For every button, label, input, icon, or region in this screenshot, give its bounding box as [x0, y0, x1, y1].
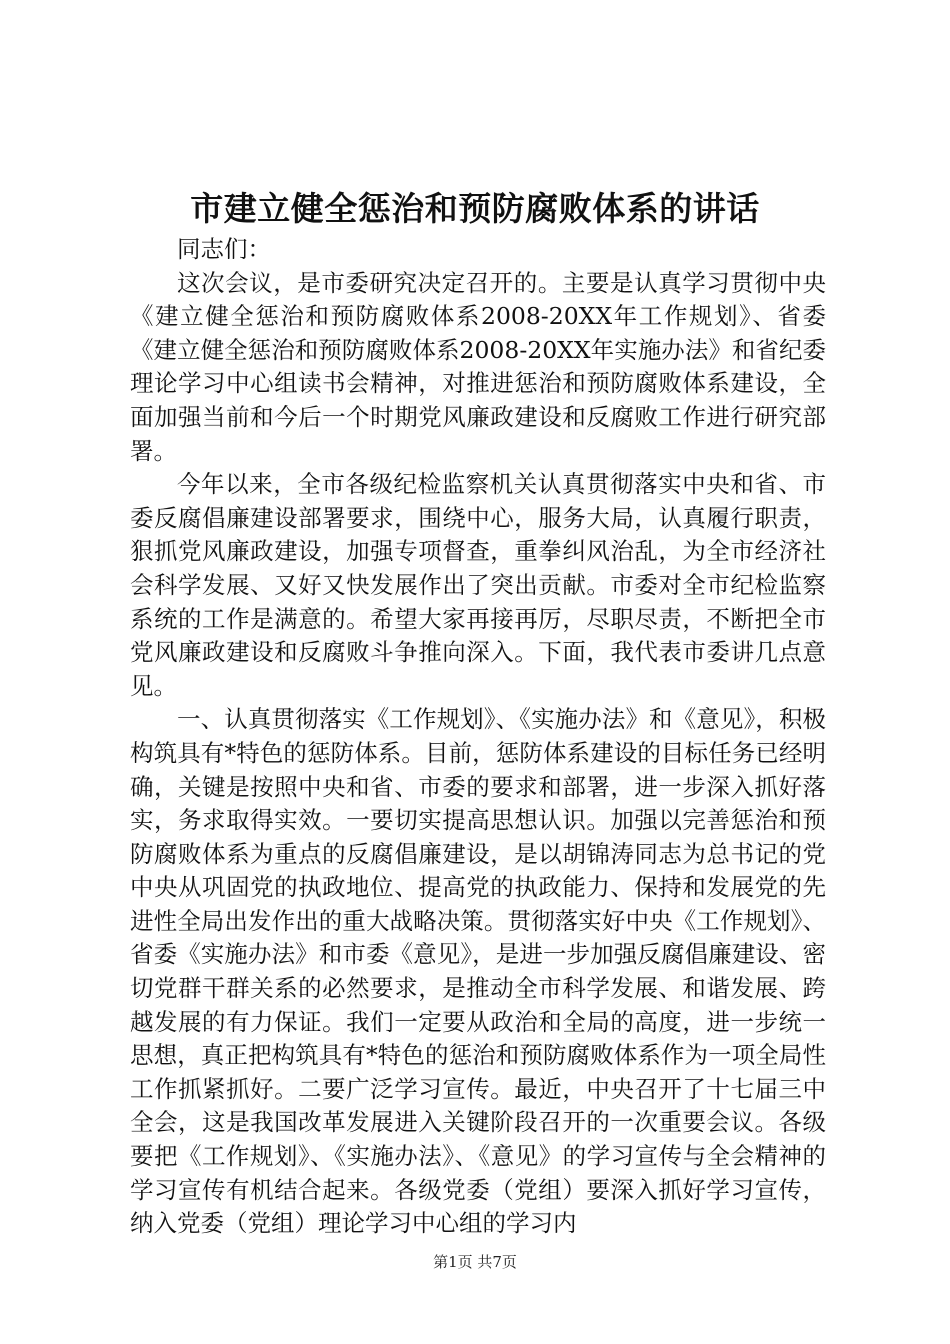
body-paragraph: 这次会议，是市委研究决定召开的。主要是认真学习贯彻中央《建立健全惩治和预防腐败体系2008-20XX年工作规划》、省委《建立健全惩治和预防腐败体系2008-20XX年实施办法》和省纪委理论学习中心组读书会精神，对推进惩治和预防腐败体系建设，全面加强当前和今后一个时期党风廉政建设和反腐败工作进行研究部署。	[130, 268, 826, 465]
document-title: 市建立健全惩治和预防腐败体系的讲话	[190, 189, 760, 228]
body-paragraph: 一、认真贯彻落实《工作规划》、《实施办法》和《意见》，积极构筑具有*特色的惩防体系。目前，惩防体系建设的目标任务已经明确，关键是按照中央和省、市委的要求和部署，进一步深入抓好落实，务求取得实效。一要切实提高思想认识。加强以完善惩治和预防腐败体系为重点的反腐倡廉建设，是以胡锦涛同志为总书记的党中央从巩固党的执政地位、提高党的执政能力、保持和发展党的先进性全局出发作出的重大战略决策。贯彻落实好中央《工作规划》、省委《实施办法》和市委《意见》，是进一步加强反腐倡廉建设、密切党群干群关系的必然要求，是推动全市科学发展、和谐发展、跨越发展的有力保证。我们一定要从政治和全局的高度，进一步统一思想，真正把构筑具有*特色的惩治和预防腐败体系作为一项全局性工作抓紧抓好。二要广泛学习宣传。最近，中央召开了十七届三中全会，这是我国改革发展进入关键阶段召开的一次重要会议。各级要把《工作规划》、《实施办法》、《意见》的学习宣传与全会精神的学习宣传有机结合起来。各级党委（党组）要深入抓好学习宣传，纳入党委（党组）理论学习中心组的学习内	[130, 705, 826, 1238]
document-body	[130, 233, 826, 1241]
salutation-paragraph: 同志们：	[177, 235, 271, 263]
page-number-footer: 第1页 共7页	[433, 1253, 517, 1271]
body-paragraph: 今年以来，全市各级纪检监察机关认真贯彻落实中央和省、市委反腐倡廉建设部署要求，围绕中心，服务大局，认真履行职责，狠抓党风廉政建设，加强专项督查，重拳纠风治乱，为全市经济社会科学发展、又好又快发展作出了突出贡献。市委对全市纪检监察系统的工作是满意的。希望大家再接再厉，尽职尽责，不断把全市党风廉政建设和反腐败斗争推向深入。下面，我代表市委讲几点意见。	[130, 470, 826, 700]
